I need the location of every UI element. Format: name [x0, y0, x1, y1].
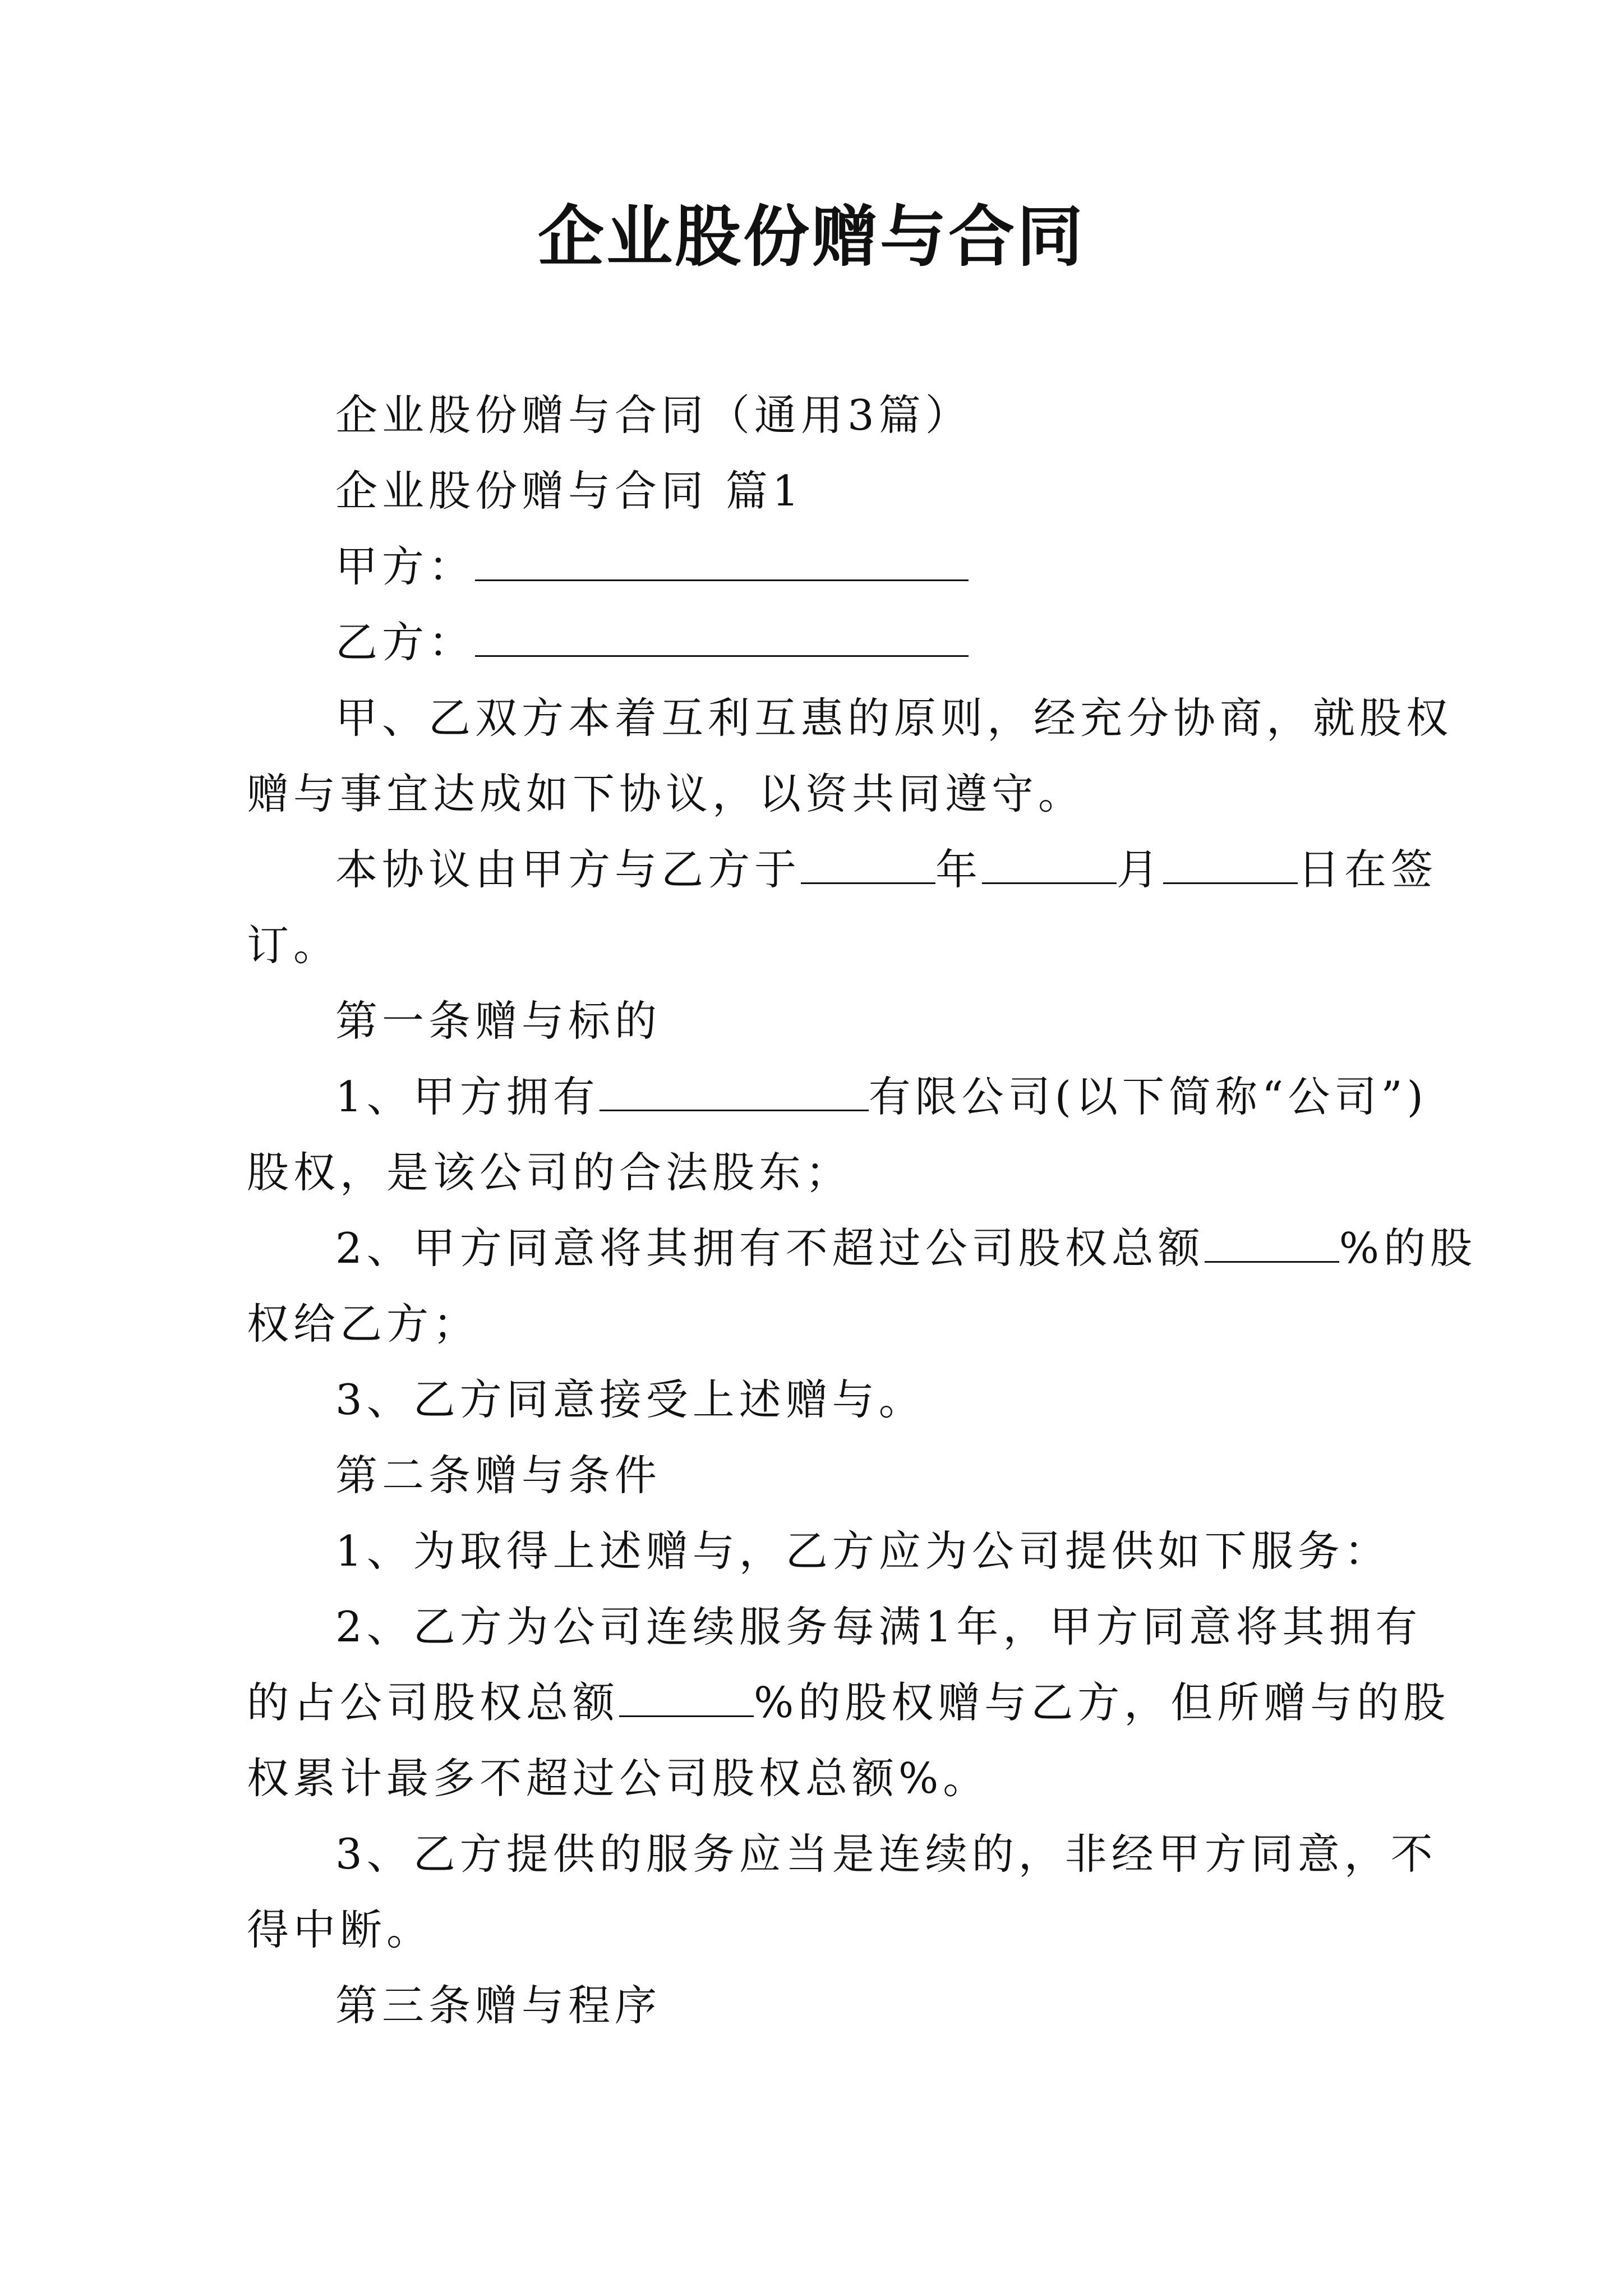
text-segment: 2、甲方同意将其拥有不超过公司股权总额 [335, 1223, 1205, 1273]
article-heading: 第一条赠与标的 [335, 996, 662, 1046]
text-segment: 年 [935, 845, 983, 894]
clause-line: 1、为取得上述赠与，乙方应为公司提供如下服务： [335, 1526, 1391, 1576]
article-heading: 第二条赠与条件 [335, 1451, 662, 1500]
paragraph-line: 权给乙方； [247, 1299, 480, 1349]
paragraph-line: 权累计最多不超过公司股权总额%。 [247, 1754, 990, 1803]
party-b-line [335, 614, 969, 670]
percent-blank [619, 1681, 754, 1717]
party-b-label: 乙方： [335, 618, 476, 667]
text-segment: 本协议由甲方与乙方于 [335, 845, 801, 894]
company-name-blank [600, 1075, 869, 1111]
text-segment: 日在签 [1298, 845, 1438, 894]
clause-line [335, 1220, 1477, 1276]
text-segment: 有限公司(以下简称“公司”) [868, 1072, 1428, 1121]
paragraph-line: 赠与事宜达成如下协议，以资共同遵守。 [247, 769, 1085, 818]
clause-line [335, 1069, 1428, 1125]
text-segment: %的股权赠与乙方，但所赠与的股 [754, 1678, 1450, 1727]
paragraph-line [247, 1674, 1450, 1731]
day-blank [1163, 848, 1298, 884]
percent-blank [1205, 1226, 1339, 1263]
article-heading: 第三条赠与程序 [335, 1981, 662, 2030]
party-a-blank [475, 545, 969, 581]
section-heading: 企业股份赠与合同 篇1 [335, 466, 804, 516]
party-a-label: 甲方： [335, 542, 476, 591]
clause-line: 3、乙方同意接受上述赠与。 [335, 1375, 925, 1424]
signing-date-line [335, 841, 1437, 898]
party-b-blank [475, 620, 969, 657]
paragraph-line: 订。 [247, 921, 340, 970]
paragraph-line: 得中断。 [247, 1905, 434, 1954]
document-title: 企业股份赠与合同 [537, 197, 1085, 275]
text-segment: 的占公司股权总额 [247, 1678, 620, 1727]
party-a-line [335, 539, 969, 595]
subtitle: 企业股份赠与合同（通用3篇） [335, 390, 972, 440]
clause-line: 3、乙方提供的服务应当是连续的，非经甲方同意，不 [335, 1829, 1437, 1879]
text-segment: %的股 [1339, 1223, 1477, 1273]
paragraph-line: 股权，是该公司的合法股东； [247, 1148, 852, 1197]
year-blank [801, 848, 935, 884]
text-segment: 月 [1117, 845, 1164, 894]
paragraph-line: 甲、乙双方本着互利互惠的原则，经充分协商，就股权 [335, 693, 1453, 743]
clause-line: 2、乙方为公司连续服务每满1年，甲方同意将其拥有 [335, 1602, 1422, 1651]
text-segment: 1、甲方拥有 [335, 1072, 600, 1121]
month-blank [982, 848, 1117, 884]
